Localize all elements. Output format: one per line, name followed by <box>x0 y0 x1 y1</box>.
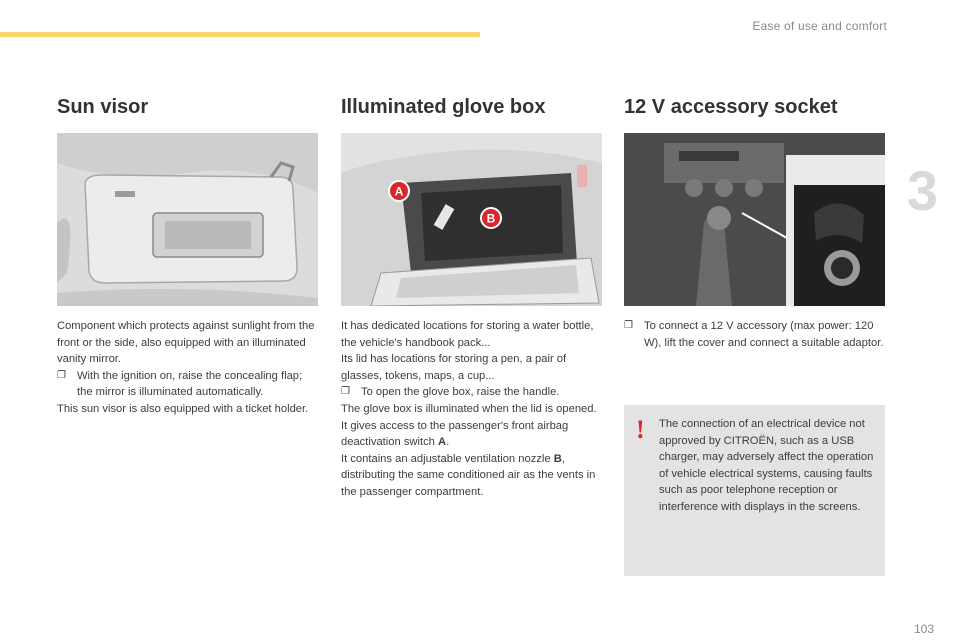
glove-box-p3: The glove box is illuminated when the lid is opened. <box>341 402 597 415</box>
glove-box-heading: Illuminated glove box <box>341 96 546 118</box>
sun-visor-bullet-text: With the ignition on, raise the concealing flap; the mirror is illuminated automatically. <box>77 369 303 399</box>
warning-text: The connection of an electrical device not approved by CITROËN, such as a USB charger, may adversely affect the operation of vehicle electrical systems, causing faults such as poor telephone reception or interference with displays in the screens. <box>659 418 874 513</box>
glove-box-p2: Its lid has locations for storing a pen, a pair of glasses, tokens, maps, a cup... <box>341 353 567 382</box>
accent-bar <box>0 32 480 37</box>
glove-box-photo <box>341 133 602 306</box>
glove-box-bullet-text: To open the glove box, raise the handle. <box>361 386 560 399</box>
glove-box-p4-text: It gives access to the passenger's front airbag deactivation switch <box>341 419 569 449</box>
glove-box-text <box>341 318 603 501</box>
sun-visor-photo <box>57 133 318 306</box>
sun-visor-intro: Component which protects against sunlight from the front or the side, also equipped with an illuminated vanity mirror. <box>57 320 315 366</box>
page-number: 103 <box>913 622 934 636</box>
glove-box-p5-end: , distributing the same conditioned air as the vents in the passenger compartment. <box>341 452 596 498</box>
glove-box-p4-end: . <box>446 436 450 449</box>
callout-a-label: A <box>394 184 404 199</box>
socket-bullet-text: To connect a 12 V accessory (max power: 120 W), lift the cover and connect a suitable adaptor. <box>644 320 884 349</box>
glove-box-p4 <box>341 418 603 451</box>
glove-box-p5-text: It contains an adjustable ventilation nozzle <box>341 452 554 465</box>
glove-box-p1: It has dedicated locations for storing a water bottle, the vehicle's handbook pack... <box>341 320 594 349</box>
socket-photo <box>624 133 885 306</box>
bullet-icon: ❐ <box>57 369 66 381</box>
bullet-icon: ❐ <box>624 320 633 331</box>
vent-nozzle-ref: B <box>553 452 562 465</box>
sun-visor-instruction <box>57 368 320 401</box>
sun-visor-heading: Sun visor <box>57 96 149 118</box>
airbag-switch-ref: A <box>438 436 447 449</box>
callout-b-label: B <box>486 211 496 226</box>
chapter-number: 3 <box>906 159 938 222</box>
sun-visor-text <box>57 318 320 418</box>
bullet-icon: ❐ <box>341 386 350 398</box>
section-title: Ease of use and comfort <box>752 19 887 33</box>
socket-instruction <box>624 318 886 351</box>
sun-visor-outro: This sun visor is also equipped with a ticket holder. <box>57 402 309 415</box>
glove-box-p5 <box>341 451 603 501</box>
socket-text <box>624 318 886 351</box>
warning-icon: ! <box>636 415 645 444</box>
glove-box-instruction <box>341 384 603 401</box>
warning-box <box>624 405 885 576</box>
socket-heading: 12 V accessory socket <box>624 96 838 118</box>
